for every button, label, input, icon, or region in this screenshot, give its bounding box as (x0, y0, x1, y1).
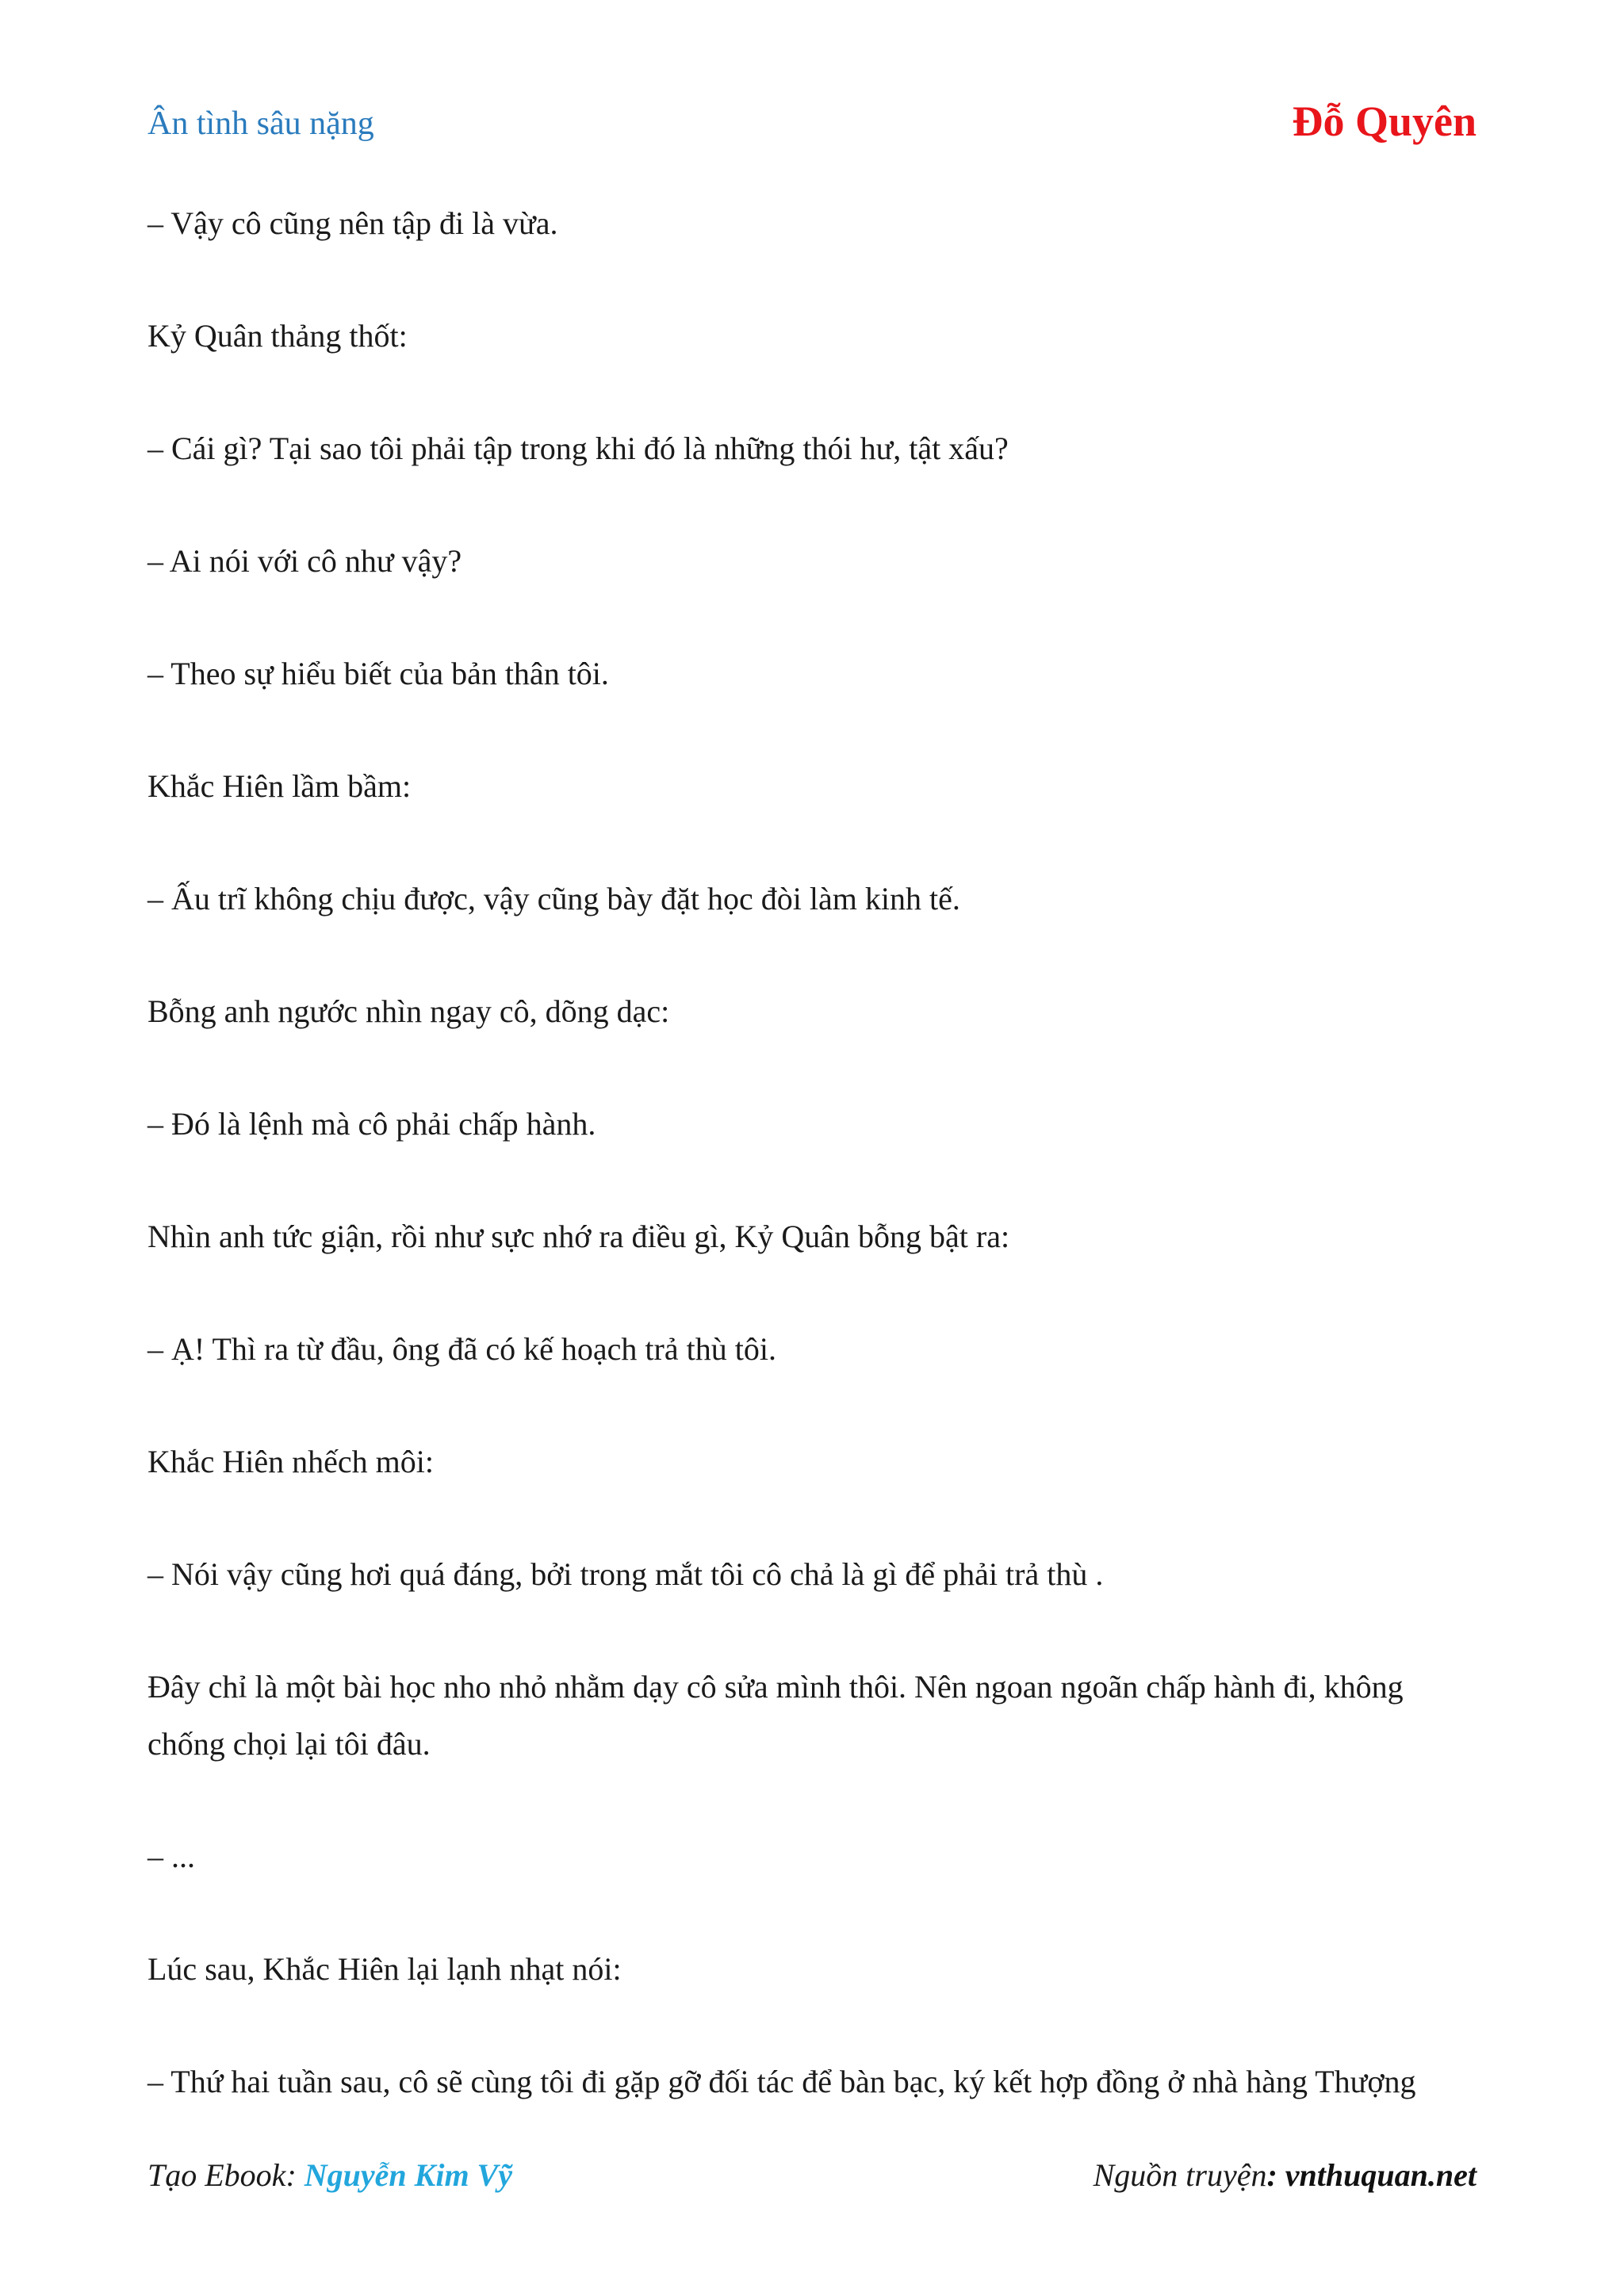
paragraph: – Cái gì? Tại sao tôi phải tập trong khi đó là những thói hư, tật xấu? (147, 430, 1009, 466)
ebook-creator: Nguyễn Kim Vỹ (304, 2157, 512, 2193)
paragraph: – Vậy cô cũng nên tập đi là vừa. (147, 205, 558, 241)
paragraph: – Ai nói với cô như vậy? (147, 543, 462, 579)
paragraph: – Thứ hai tuần sau, cô sẽ cùng tôi đi gặp gỡ đối tác để bàn bạc, ký kết hợp đồng ở nhà hàng Thượng (147, 2064, 1416, 2099)
paragraph: – ... (147, 1839, 195, 1874)
page-footer (147, 2156, 1477, 2204)
paragraph: Khắc Hiên nhếch môi: (147, 1444, 434, 1479)
source-credit (1094, 2156, 1477, 2194)
ebook-label: Tạo Ebook (147, 2157, 286, 2193)
source-label: Nguồn truyện (1093, 2157, 1267, 2193)
paragraph: – Theo sự hiểu biết của bản thân tôi. (147, 656, 609, 691)
paragraph: – Đó là lệnh mà cô phải chấp hành. (147, 1106, 596, 1142)
paragraph: – Ấu trĩ không chịu được, vậy cũng bày đặt học đòi làm kinh tế. (147, 881, 960, 916)
ebook-separator: : (285, 2157, 304, 2193)
paragraph: Kỷ Quân thảng thốt: (147, 318, 408, 354)
author-name: Đỗ Quyên (1292, 98, 1477, 145)
source-separator: : (1266, 2157, 1285, 2193)
ebook-credit (147, 2156, 512, 2194)
paragraph: – Ạ! Thì ra từ đầu, ông đã có kế hoạch trả thù tôi. (147, 1331, 776, 1367)
paragraph: Bỗng anh ngước nhìn ngay cô, dõng dạc: (147, 993, 670, 1029)
paragraph: Đây chỉ là một bài học nho nhỏ nhằm dạy cô sửa mình thôi. Nên ngoan ngoãn chấp hành đi, không chống chọi lại tôi đâu. (147, 1669, 1404, 1762)
paragraph: Khắc Hiên lầm bầm: (147, 768, 412, 804)
page-header (147, 97, 1477, 160)
source-name: vnthuquan.net (1285, 2157, 1477, 2193)
page-content (147, 195, 1477, 2166)
book-title: Ân tình sâu nặng (147, 105, 374, 142)
paragraph: Lúc sau, Khắc Hiên lại lạnh nhạt nói: (147, 1951, 622, 1987)
paragraph: Nhìn anh tức giận, rồi như sực nhớ ra điều gì, Kỷ Quân bỗng bật ra: (147, 1219, 1010, 1254)
paragraph: – Nói vậy cũng hơi quá đáng, bởi trong mắt tôi cô chả là gì để phải trả thù . (147, 1556, 1104, 1592)
